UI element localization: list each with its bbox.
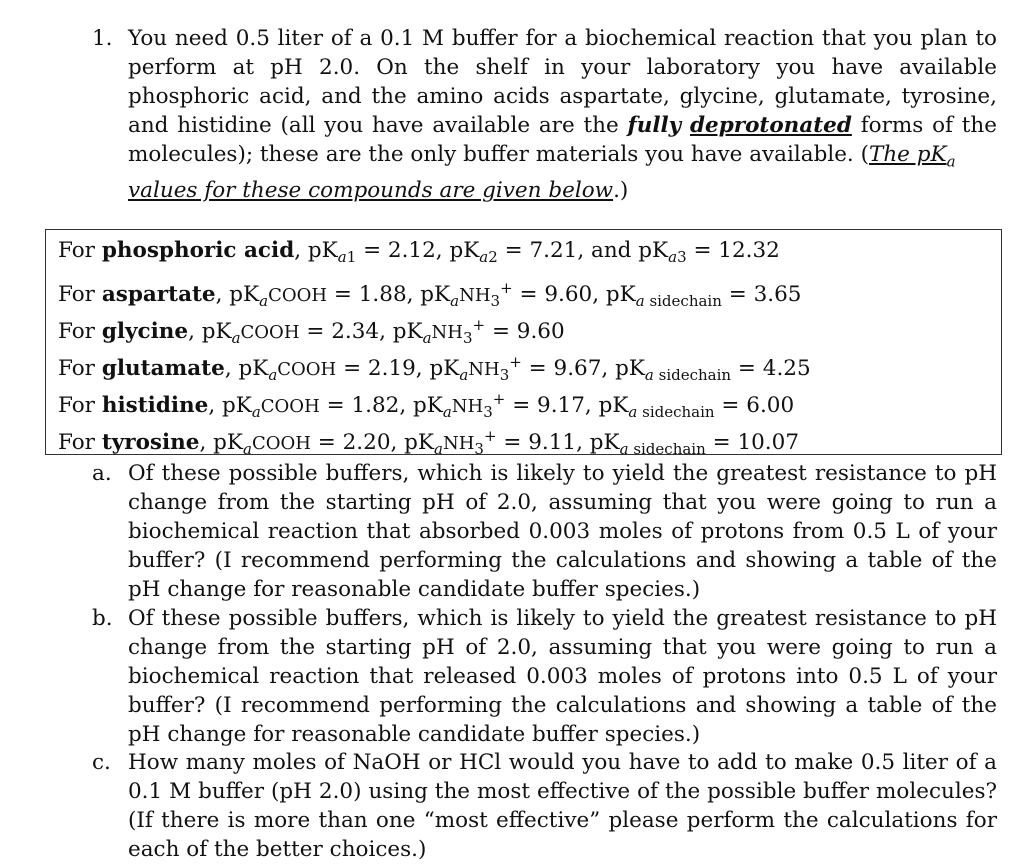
intro-text-2: forms of the molecules); these are the only buffer materials you have available. ( — [128, 113, 997, 167]
question-number: 1. — [92, 26, 113, 51]
subquestion-text: How many moles of NaOH or HCl would you have to add to make 0.5 liter of a 0.1 M buffer (pH 2.0) using the most effective of the possible buffer molecules? (If there is more than one “most effective” please perform the calculations for each of the better choices.) — [128, 750, 997, 862]
subquestion-label: c. — [92, 750, 111, 775]
compound-name: glutamate — [101, 356, 225, 382]
subquestion-b — [92, 604, 997, 749]
compound-name: aspartate — [101, 282, 216, 308]
pka-row-aspartate: For aspartate, $pK_aCOOH = 1.88$, $pK_aNH_3^+ = 9.60$, $pK_a$ $_{sidechain}$ = 3.65 — [58, 279, 802, 311]
compound-name: tyrosine — [101, 430, 200, 456]
question-intro — [128, 24, 997, 205]
pka-row-glutamate: For glutamate, $pK_aCOOH = 2.19$, $pK_aNH_3^+ = 9.67$, $pK_a$ $_{sidechain}$ = 4.25 — [58, 353, 811, 385]
pka-row-tyrosine: For tyrosine, $pK_aCOOH = 2.20$, $pK_aNH_3^+ = 9.11$, $pK_a$ $_{sidechain}$ = 10.07 — [58, 427, 799, 459]
subquestion-text: Of these possible buffers, which is likely to yield the greatest resistance to pH change from the starting pH of 2.0, assuming that you were going to run a biochemical reaction that absorbed 0.003 moles of protons from 0.5 L of your buffer? (I recommend performing the calculations and showing a table of the pH change for reasonable candidate buffer species.) — [128, 461, 997, 602]
intro-pka-reference: The $pK_a$ values for these compounds are given below — [128, 142, 956, 204]
intro-emphasis-fully: fully — [627, 113, 682, 138]
intro-end: .) — [613, 178, 629, 204]
subquestion-a — [92, 459, 997, 604]
subquestion-c — [92, 748, 997, 864]
pka-row-histidine: For histidine, $pK_aCOOH = 1.82$, $pK_aNH_3^+ = 9.17$, $pK_a$ $_{sidechain}$ = 6.00 — [58, 390, 795, 422]
pka-row-phosphoric: For phosphoric acid, $pK_{a1} = 2.12$, $pK_{a2} = 7.21$, and $pK_{a3} = 12.32$ — [58, 238, 780, 266]
subquestion-text: Of these possible buffers, which is likely to yield the greatest resistance to pH change from the starting pH of 2.0, assuming that you were going to run a biochemical reaction that released 0.003 moles of protons into 0.5 L of your buffer? (I recommend performing the calculations and showing a table of the pH change for reasonable candidate buffer species.) — [128, 606, 997, 747]
pka-row-glycine: For glycine, $pK_aCOOH = 2.34$, $pK_aNH_3^+ = 9.60$ — [58, 316, 565, 348]
intro-emphasis-deprotonated: deprotonated — [690, 113, 852, 138]
compound-name: phosphoric acid — [101, 238, 295, 263]
subquestion-label: b. — [92, 606, 113, 631]
compound-name: glycine — [101, 319, 189, 345]
subquestion-label: a. — [92, 461, 112, 486]
question-1 — [92, 24, 997, 205]
compound-name: histidine — [101, 393, 209, 419]
intro-text-1: You need 0.5 liter of a 0.1 M buffer for a biochemical reaction that you plan to perform at pH 2.0. On the shelf in your laboratory you have available phosphoric acid, and the amino acids aspartate, glycine, glutamate, tyrosine, and histidine (all you have available are the — [128, 26, 997, 138]
pka-values-box — [45, 229, 1002, 459]
